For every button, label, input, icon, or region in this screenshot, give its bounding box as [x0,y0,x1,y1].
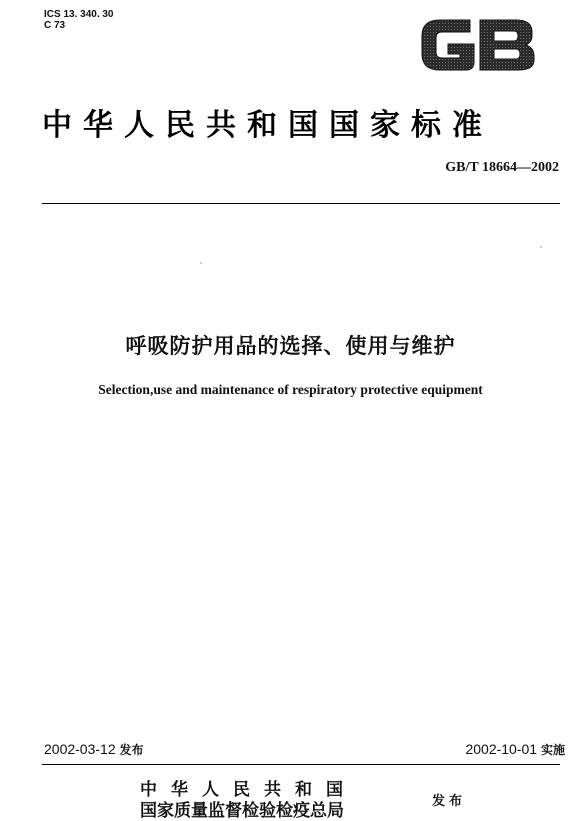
issue-date: 2002-03-12 [44,741,116,757]
gb-logo-text: GB [478,54,480,55]
ics-code: ICS 13. 340. 30 [44,9,114,20]
title-english: Selection,use and maintenance of respiratory protective equipment [98,382,483,397]
top-divider [42,203,560,204]
publisher-line-1: 中华人民共和国 [140,780,357,800]
ccs-code: C 73 [44,20,66,31]
gb-logo [418,14,538,76]
scan-speck [200,262,202,264]
implement-label: 实施 [540,743,565,757]
scan-speck [540,246,542,248]
national-standard-title: 中华人民共和国国家标准 [42,108,493,143]
issue-label: 发布 [119,743,144,757]
standard-number: GB/T 18664—2002 [445,160,559,175]
publisher-action: 发布 [432,794,467,809]
publisher-line-2: 国家质量监督检验检疫总局 [140,801,344,821]
bottom-divider [42,764,560,765]
implement-date: 2002-10-01 [465,741,538,757]
issue-date-block [44,741,144,758]
classification-codes [44,9,114,31]
title-chinese: 呼吸防护用品的选择、使用与维护 [125,334,456,358]
implement-date-block [465,741,565,758]
